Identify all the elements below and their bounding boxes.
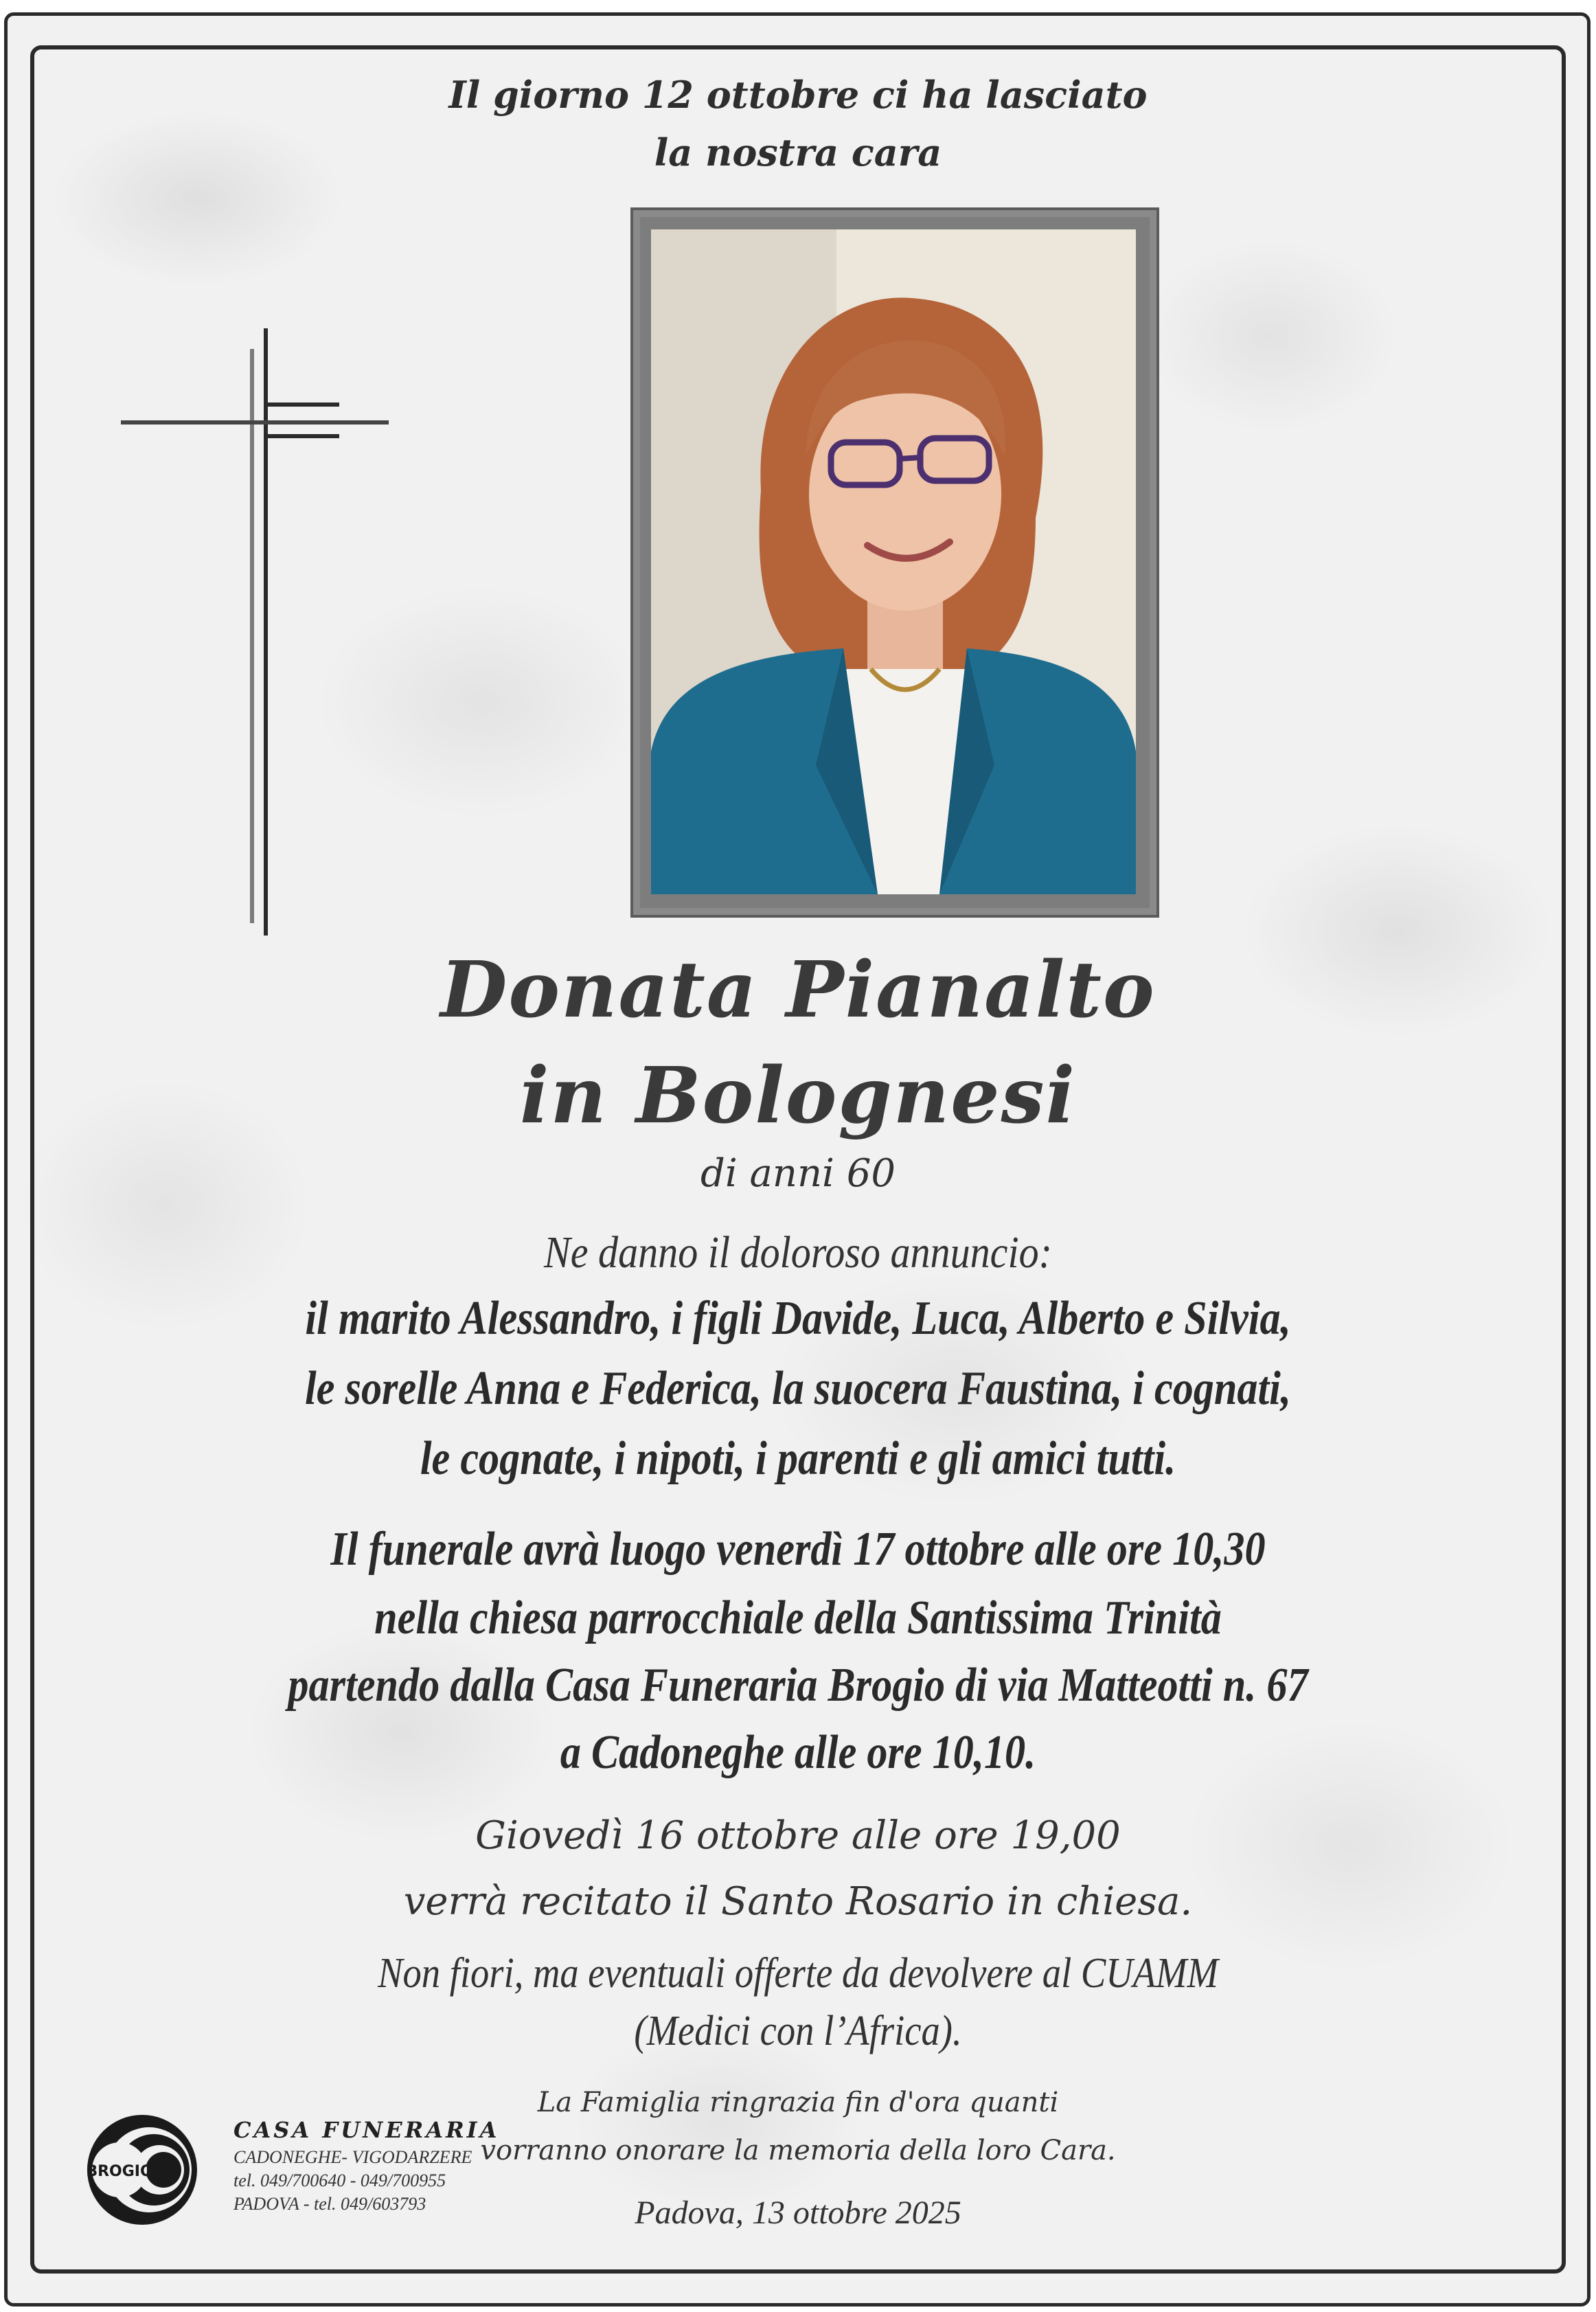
flowers-line-1: Non fiori, ma eventuali offerte da devolvere al CUAMM: [378, 1950, 1218, 1997]
deceased-married-name: in Bolognesi: [519, 1051, 1077, 1141]
announcement-lead: Ne danno il doloroso annuncio:: [544, 1227, 1052, 1278]
funeral-line-1: Il funerale avrà luogo venerdì 17 ottobre alle ore 10,30: [330, 1523, 1266, 1576]
brogio-logo: [84, 2111, 201, 2228]
flowers-line-2: (Medici con l’Africa).: [634, 2008, 962, 2054]
funeral-home-phone-2: PADOVA - tel. 049/603793: [233, 2194, 426, 2214]
family-line-1: il marito Alessandro, i figli Davide, Luca, Alberto e Silvia,: [305, 1292, 1291, 1345]
funeral-line-4: a Cadoneghe alle ore 10,10.: [560, 1726, 1036, 1779]
thanks-line-2: vorranno onorare la memoria della loro Cara.: [480, 2135, 1116, 2166]
thanks-line-1: La Famiglia ringrazia fin d'ora quanti: [537, 2087, 1059, 2118]
intro-line-2: la nostra cara: [654, 131, 942, 174]
rosary-line-1: Giovedì 16 ottobre alle ore 19,00: [475, 1813, 1121, 1858]
funeral-line-2: nella chiesa parrocchiale della Santissima Trinità: [374, 1591, 1222, 1644]
deceased-age: di anni 60: [700, 1151, 896, 1196]
funeral-line-3: partendo dalla Casa Funeraria Brogio di via Matteotti n. 67: [288, 1659, 1308, 1712]
intro-line-1: Il giorno 12 ottobre ci ha lasciato: [448, 73, 1148, 117]
funeral-home-locations: CADONEGHE- VIGODARZERE: [233, 2147, 472, 2167]
funeral-home-name: CASA FUNERARIA: [233, 2117, 500, 2143]
portrait-photo: [651, 229, 1136, 894]
family-line-3: le cognate, i nipoti, i parenti e gli amici tutti.: [420, 1432, 1176, 1485]
cross-icon: [118, 328, 393, 936]
funeral-home-phone-1: tel. 049/700640 - 049/700955: [233, 2171, 446, 2190]
family-line-2: le sorelle Anna e Federica, la suocera Faustina, i cognati,: [305, 1362, 1291, 1415]
rosary-line-2: verrà recitato il Santo Rosario in chiesa.: [403, 1879, 1193, 1924]
logo-text: BROGIO: [86, 2163, 153, 2180]
portrait-illustration: [651, 229, 1136, 894]
deceased-name: Donata Pianalto: [440, 945, 1156, 1035]
place-date: Padova, 13 ottobre 2025: [635, 2195, 961, 2231]
